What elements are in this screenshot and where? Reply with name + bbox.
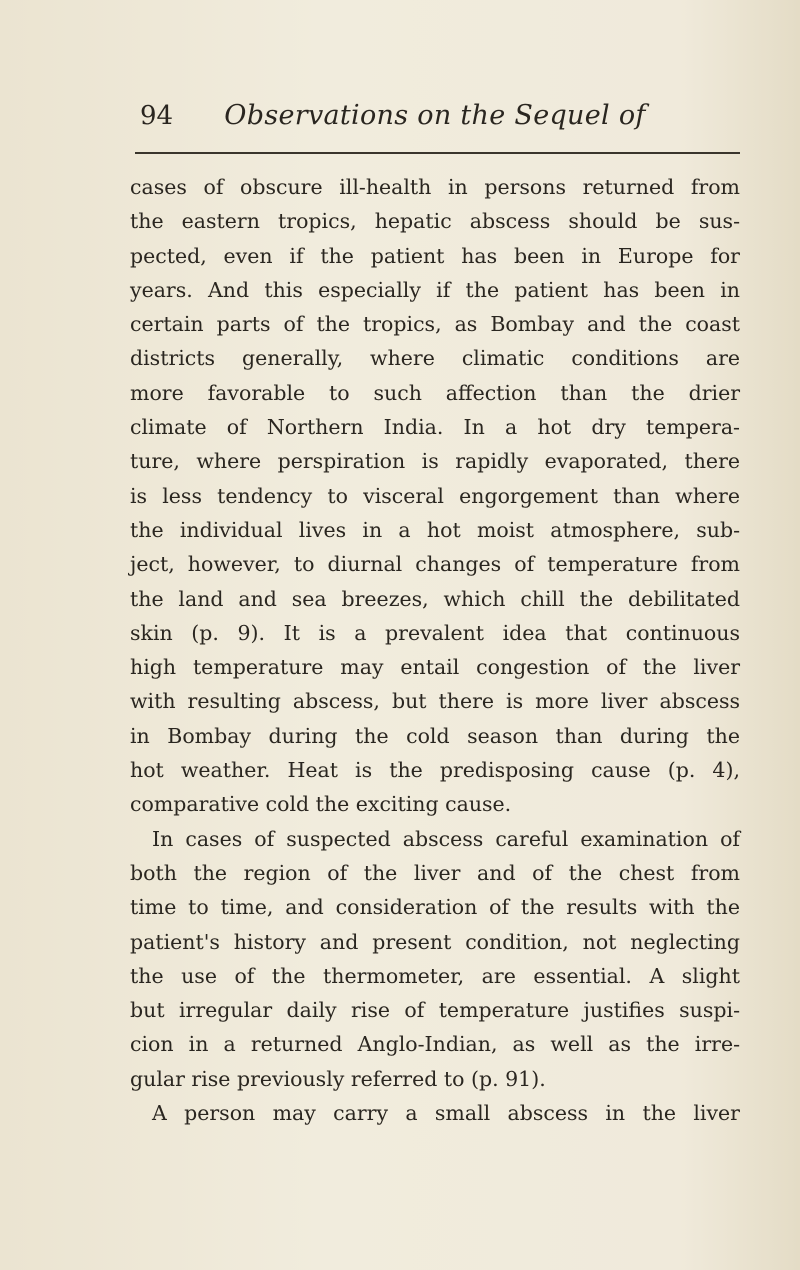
- text-line: cion in a returned Anglo-Indian, as well as the irre-: [130, 1032, 740, 1057]
- page-number: 94: [140, 101, 174, 131]
- text-line: In cases of suspected abscess careful examination of: [152, 826, 740, 851]
- text-line: more favorable to such affection than the drier: [130, 380, 740, 405]
- text-line: with resulting abscess, but there is more liver abscess: [130, 689, 740, 714]
- text-line: in Bombay during the cold season than during the: [130, 723, 740, 748]
- text-line: pected, even if the patient has been in Europe for: [130, 243, 740, 268]
- running-title: Observations on the Sequel of: [224, 100, 646, 131]
- text-line: patient's history and present condition, not neglecting: [130, 929, 740, 954]
- header-rule: [135, 152, 740, 154]
- text-line: both the region of the liver and of the chest from: [130, 860, 740, 885]
- text-line: is less tendency to visceral engorgement than where: [130, 483, 740, 508]
- text-line: districts generally, where climatic conditions are: [130, 346, 740, 371]
- text-line: years. And this especially if the patient has been in: [130, 277, 740, 302]
- text-line: high temperature may entail congestion of the liver: [130, 655, 740, 680]
- text-line: comparative cold the exciting cause.: [130, 792, 512, 817]
- text-line: cases of obscure ill-health in persons returned from: [130, 175, 740, 199]
- text-line: the eastern tropics, hepatic abscess should be sus-: [130, 209, 740, 234]
- text-line: the individual lives in a hot moist atmosphere, sub-: [130, 517, 740, 542]
- text-line: climate of Northern India. In a hot dry tempera-: [130, 415, 740, 440]
- text-line: ject, however, to diurnal changes of temperature from: [130, 552, 740, 577]
- text-line: skin (p. 9). It is a prevalent idea that continuous: [130, 620, 740, 645]
- text-line: certain parts of the tropics, as Bombay and the coast: [130, 312, 740, 337]
- text-line: hot weather. Heat is the predisposing cause (p. 4),: [130, 758, 740, 783]
- text-line: but irregular daily rise of temperature justifies suspi-: [130, 998, 740, 1023]
- body-text: [130, 170, 740, 1130]
- page-header: [130, 96, 740, 136]
- text-line: the land and sea breezes, which chill the debilitated: [130, 586, 740, 611]
- text-line: ture, where perspiration is rapidly evaporated, there: [130, 449, 740, 474]
- text-line: gular rise previously referred to (p. 91).: [130, 1066, 546, 1091]
- text-line: time to time, and consideration of the results with the: [130, 895, 740, 920]
- text-line: A person may carry a small abscess in the liver: [152, 1101, 740, 1126]
- text-line: the use of the thermometer, are essential. A slight: [130, 963, 740, 988]
